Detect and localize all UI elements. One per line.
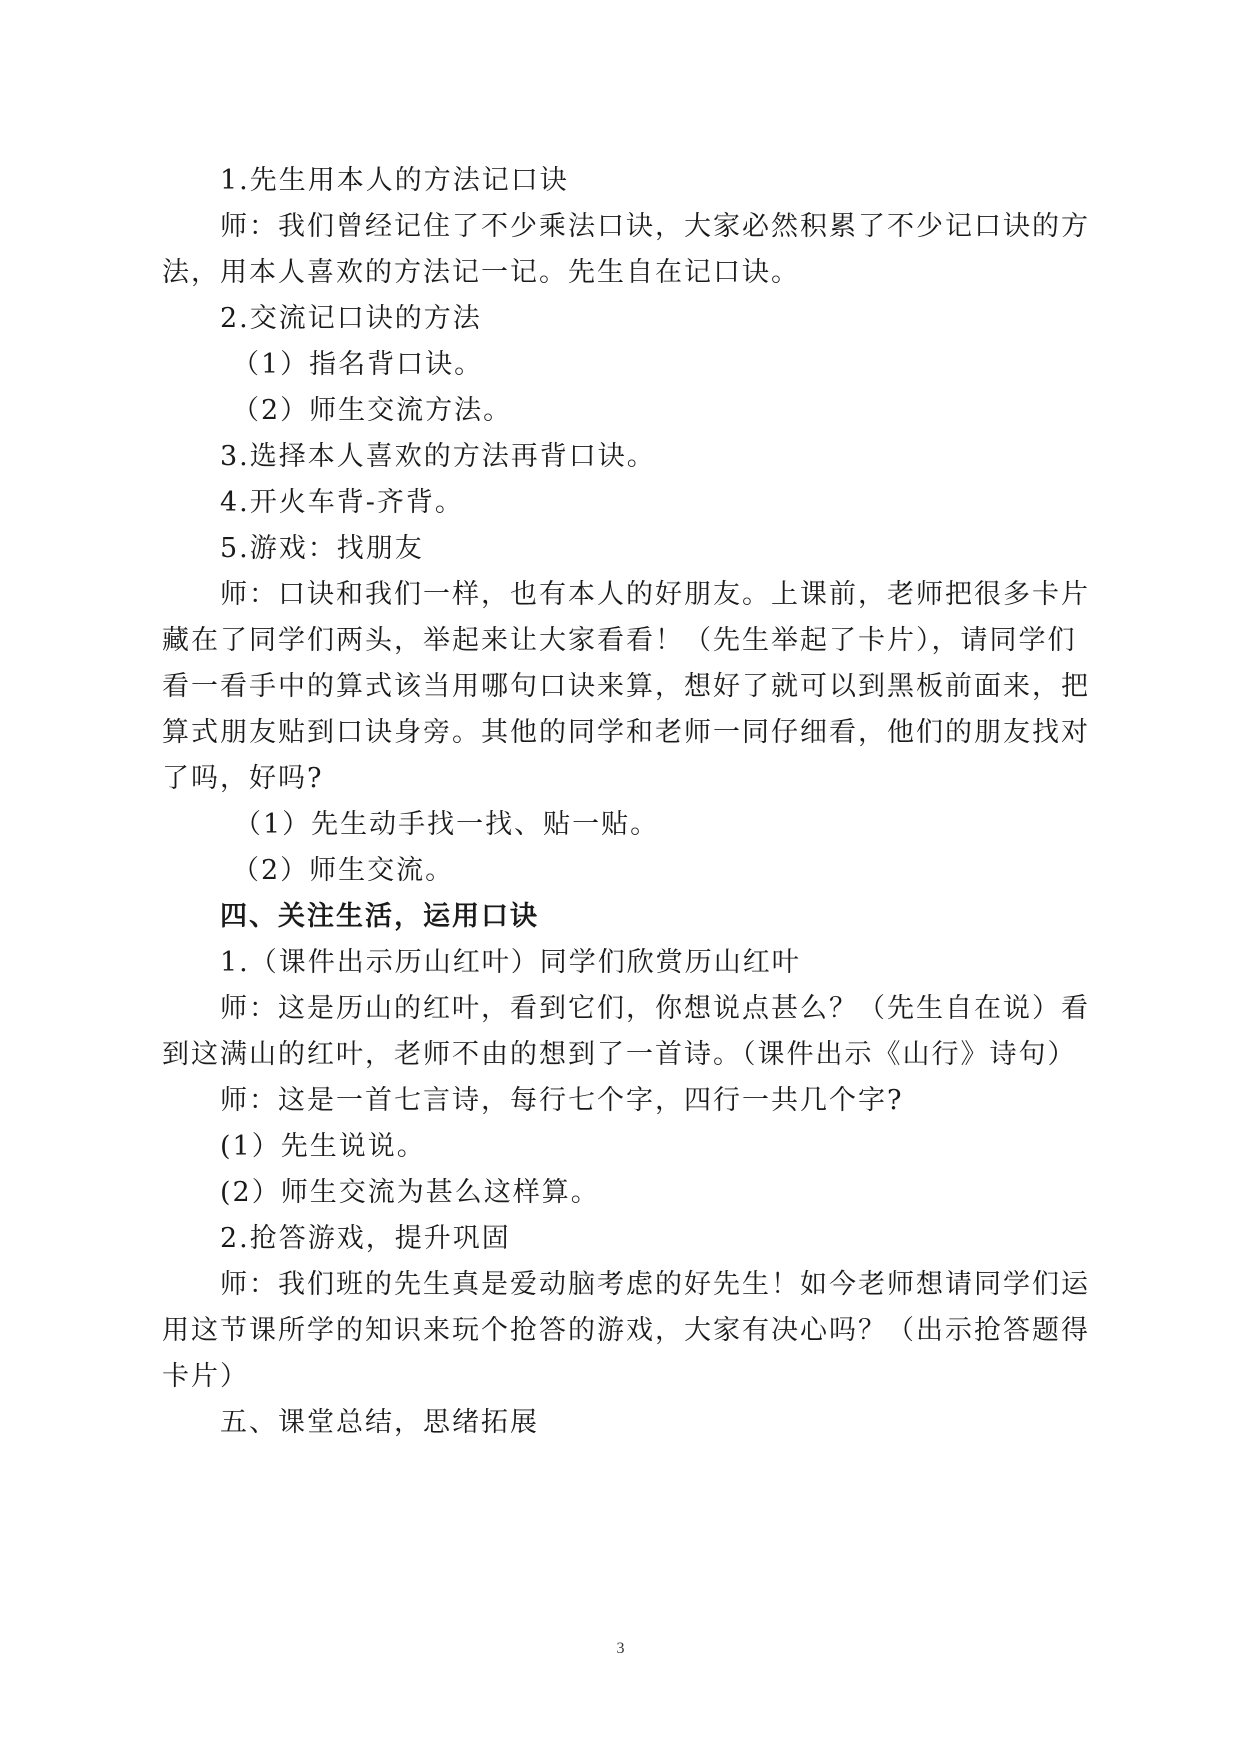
- paragraph-11: （2）师生交流。: [232, 855, 455, 886]
- page-number: 3: [616, 1640, 625, 1657]
- document-body: [162, 158, 1102, 1446]
- paragraph-13: 1.（课件出示历山红叶）同学们欣赏历山红叶: [220, 947, 801, 978]
- paragraph-3: 2.交流记口诀的方法: [220, 303, 482, 334]
- paragraph-19: 师：我们班的先生真是爱动脑考虑的好先生！如今老师想请同学们运用这节课所学的知识来玩个抢答的游戏，大家有决心吗？（出示抢答题得卡片）: [162, 1269, 1090, 1392]
- paragraph-14: 师：这是历山的红叶，看到它们，你想说点甚么？（先生自在说）看到这满山的红叶，老师不由的想到了一首诗。（课件出示《山行》诗句）: [162, 993, 1090, 1070]
- paragraph-17: (2）师生交流为甚么这样算。: [220, 1177, 600, 1208]
- paragraph-5: （2）师生交流方法。: [232, 395, 513, 426]
- paragraph-16: (1）先生说说。: [220, 1131, 426, 1162]
- section-heading-4: 四、关注生活，运用口诀: [220, 901, 539, 932]
- paragraph-4: （1）指名背口诀。: [232, 349, 484, 380]
- paragraph-1: 1.先生用本人的方法记口诀: [220, 165, 569, 196]
- paragraph-9: 师：口诀和我们一样，也有本人的好朋友。上课前，老师把很多卡片藏在了同学们两头，举起来让大家看看！（先生举起了卡片），请同学们看一看手中的算式该当用哪句口诀来算，想好了就可以到黑板前面来，把算式朋友贴到口诀身旁。其他的同学和老师一同仔细看，他们的朋友找对了吗，好吗?: [162, 579, 1090, 794]
- paragraph-15: 师：这是一首七言诗，每行七个字，四行一共几个字?: [220, 1085, 904, 1116]
- paragraph-8: 5.游戏：找朋友: [220, 533, 424, 564]
- section-heading-5: 五、课堂总结，思绪拓展: [220, 1407, 539, 1438]
- paragraph-18: 2.抢答游戏，提升巩固: [220, 1223, 511, 1254]
- paragraph-7: 4.开火车背-齐背。: [220, 487, 464, 518]
- paragraph-10: （1）先生动手找一找、贴一贴。: [234, 809, 660, 840]
- paragraph-6: 3.选择本人喜欢的方法再背口诀。: [220, 441, 656, 472]
- paragraph-2: 师：我们曾经记住了不少乘法口诀，大家必然积累了不少记口诀的方法，用本人喜欢的方法记一记。先生自在记口诀。: [162, 211, 1090, 288]
